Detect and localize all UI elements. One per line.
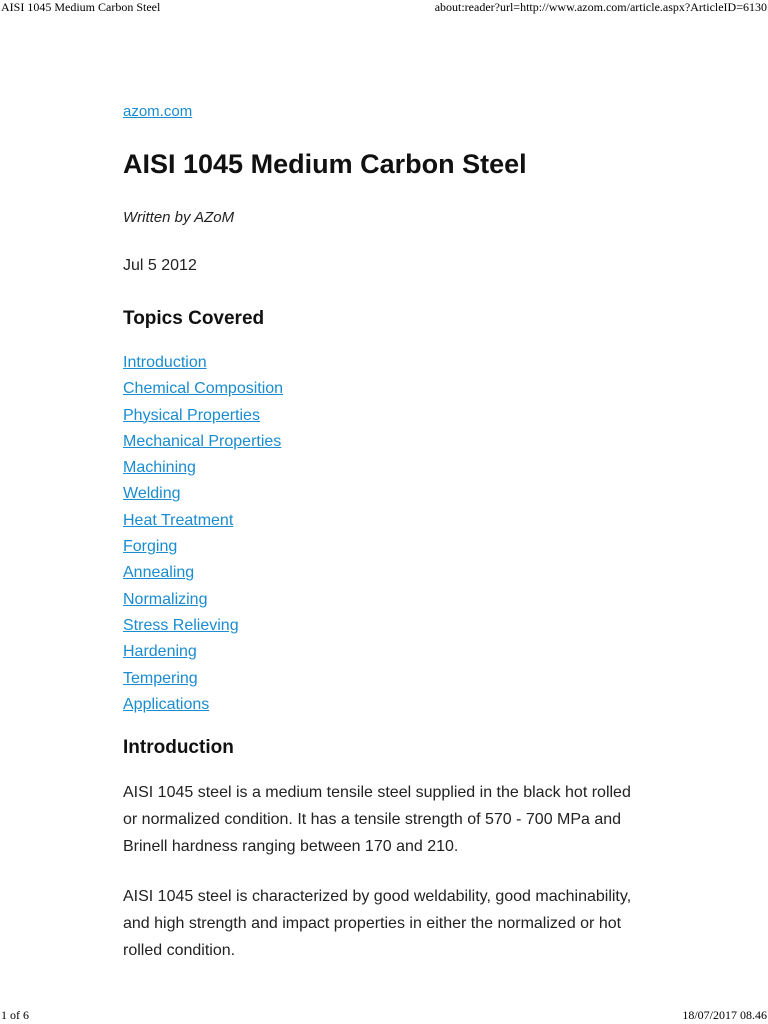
list-item bbox=[123, 694, 283, 720]
page-number: 1 of 6 bbox=[1, 1008, 29, 1022]
list-item bbox=[123, 668, 283, 694]
list-item bbox=[123, 536, 283, 562]
topic-link-tempering[interactable]: Tempering bbox=[123, 669, 198, 687]
print-header-title: AISI 1045 Medium Carbon Steel bbox=[1, 0, 161, 14]
topic-link-welding[interactable]: Welding bbox=[123, 485, 181, 503]
introduction-heading: Introduction bbox=[123, 737, 234, 758]
site-link[interactable]: azom.com bbox=[123, 103, 193, 120]
article-title: AISI 1045 Medium Carbon Steel bbox=[123, 149, 527, 179]
print-timestamp: 18/07/2017 08.46 bbox=[682, 1008, 767, 1022]
topic-link-forging[interactable]: Forging bbox=[123, 538, 178, 556]
topic-link-machining[interactable]: Machining bbox=[123, 459, 196, 477]
topic-link-physical-properties[interactable]: Physical Properties bbox=[123, 406, 260, 424]
list-item bbox=[123, 431, 283, 457]
topics-list bbox=[123, 352, 283, 720]
topic-link-hardening[interactable]: Hardening bbox=[123, 643, 197, 661]
topic-link-annealing[interactable]: Annealing bbox=[123, 564, 195, 582]
print-header bbox=[0, 0, 768, 16]
list-item bbox=[123, 483, 283, 509]
publication-date: Jul 5 2012 bbox=[123, 257, 197, 274]
print-header-url: about:reader?url=http://www.azom.com/article.aspx?ArticleID=6130 bbox=[434, 0, 767, 14]
list-item bbox=[123, 510, 283, 536]
print-footer bbox=[0, 1008, 768, 1024]
list-item bbox=[123, 457, 283, 483]
topic-link-introduction[interactable]: Introduction bbox=[123, 354, 207, 371]
list-item bbox=[123, 589, 283, 615]
byline: Written by AZoM bbox=[123, 209, 235, 226]
topic-link-stress-relieving[interactable]: Stress Relieving bbox=[123, 616, 239, 634]
topic-link-mechanical-properties[interactable]: Mechanical Properties bbox=[123, 432, 282, 450]
introduction-paragraph-1: AISI 1045 steel is a medium tensile steel supplied in the black hot rolled or normalized condition. It has a tensile strength of 570 - 700 MPa and Brinell hardness ranging between 170 and 210. bbox=[123, 784, 631, 855]
topics-heading: Topics Covered bbox=[123, 308, 265, 329]
list-item bbox=[123, 615, 283, 641]
list-item bbox=[123, 641, 283, 667]
list-item bbox=[123, 405, 283, 431]
introduction-paragraph-2: AISI 1045 steel is characterized by good weldability, good machinability, and high strength and impact properties in either the normalized or hot rolled condition. bbox=[123, 888, 632, 959]
topic-link-heat-treatment[interactable]: Heat Treatment bbox=[123, 511, 234, 529]
list-item bbox=[123, 378, 283, 404]
list-item bbox=[123, 562, 283, 588]
list-item bbox=[123, 352, 283, 378]
topic-link-normalizing[interactable]: Normalizing bbox=[123, 590, 208, 608]
topic-link-applications[interactable]: Applications bbox=[123, 695, 210, 713]
topic-link-chemical-composition[interactable]: Chemical Composition bbox=[123, 380, 284, 398]
